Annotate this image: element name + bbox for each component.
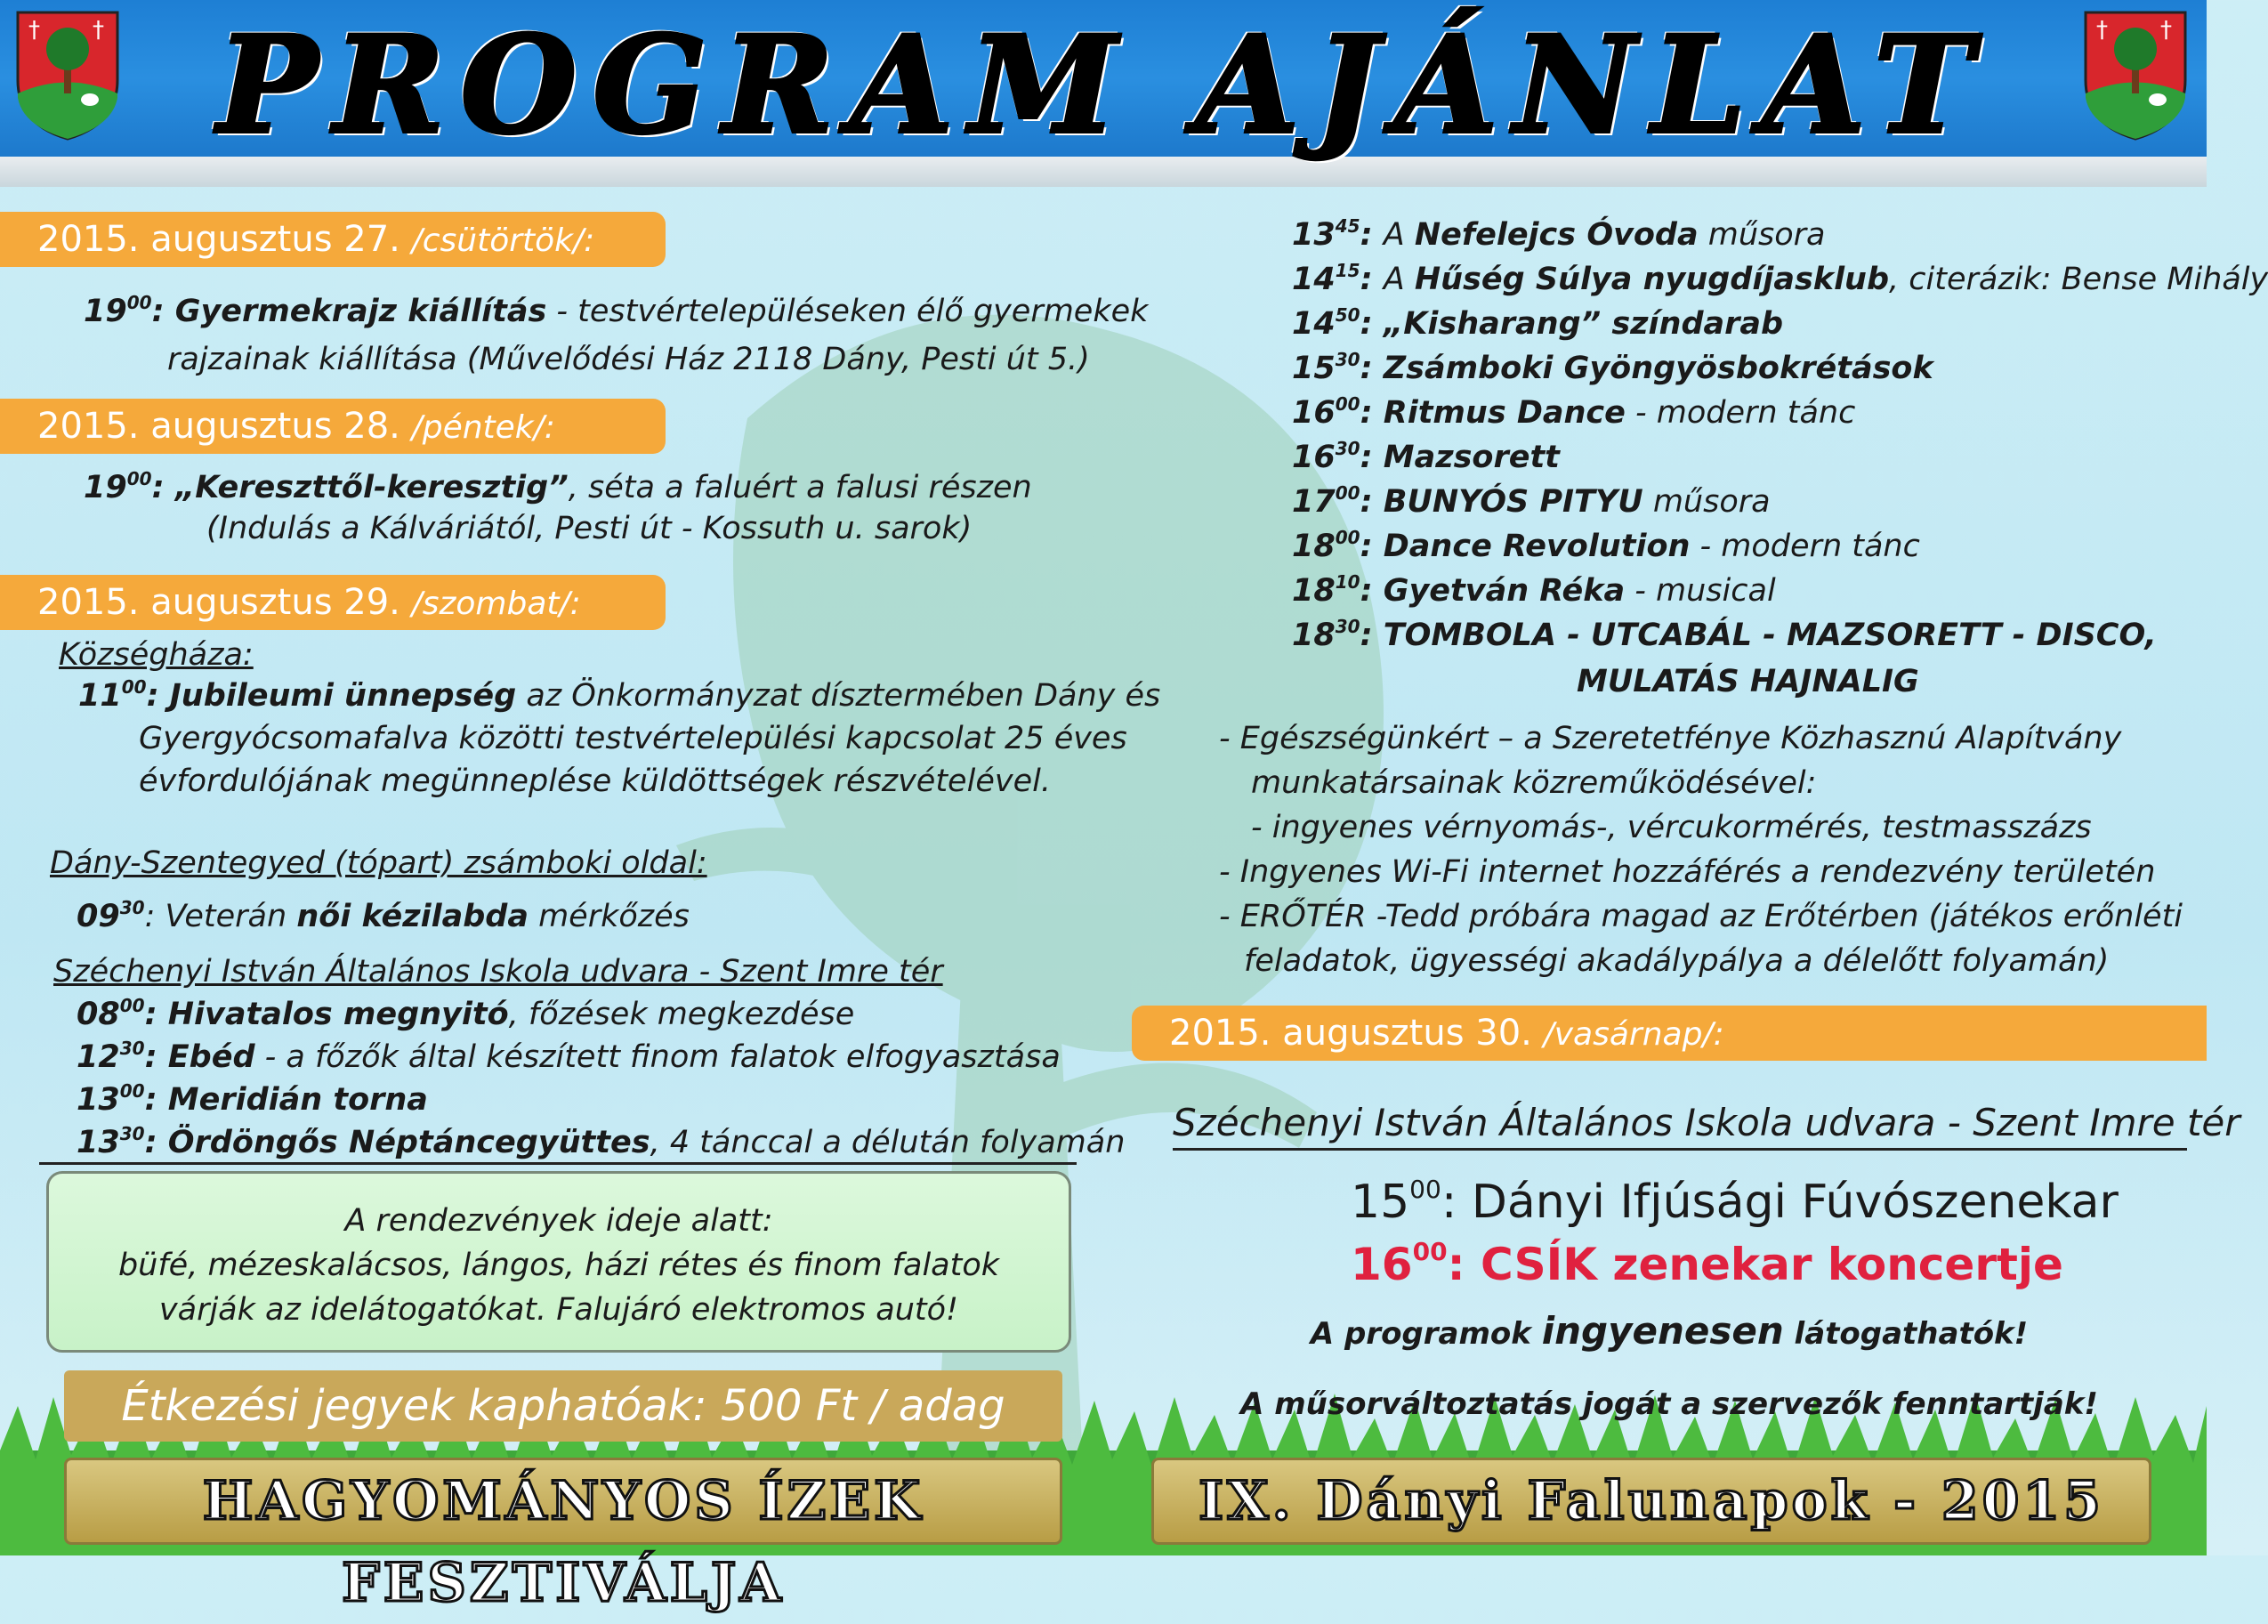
time-hour: 12 [77,1039,120,1075]
svg-text:†: † [93,17,104,44]
program-title: Hűség Súlya nyugdíjasklub [1414,262,1890,297]
time-hour: 16 [1292,440,1336,475]
program-line: $16^{30}$: Mazsorett [1292,438,1560,475]
divider [1173,1148,2187,1151]
day-label: /vasárnap/: [1543,1016,1724,1053]
date-label: 2015. augusztus 27. [37,219,400,260]
program-title: Meridián torna [167,1082,428,1118]
time-hour: 16 [1292,395,1336,431]
program-desc: - a főzők által készített finom falatok elfogyasztása [254,1039,1061,1075]
concert-title: : CSÍK zenekar koncertje [1447,1239,2063,1290]
date-label: 2015. augusztus 30. [1169,1013,1532,1054]
program-desc: , főzések megkezdése [508,997,855,1032]
program-prefix: A [1383,217,1415,253]
time-minute: 00 [1409,1175,1441,1204]
time-hour: 15 [1292,351,1336,386]
time-hour: 09 [77,899,120,934]
time-minute: 30 [1335,438,1360,459]
program-desc: műsora [1642,484,1771,520]
date-bar-aug30 [1132,1006,2207,1061]
program-line-cont: Gyergyócsomafalva közötti testvértelepülési kapcsolat 25 éves [139,721,1127,756]
program-line: $19^{00}$: „Kereszttől-keresztig”, séta a faluért a falusi részen [84,468,1032,505]
extra-item: - Egészségünkért – a Szeretetfénye Közhasznú Alapítvány [1219,721,2122,756]
program-desc: - modern tánc [1625,395,1856,431]
time-minute: 45 [1335,215,1360,237]
program-desc: - testvértelepüléseken élő gyermekek [546,294,1149,329]
time-hour: 17 [1292,484,1336,520]
program-title: Jubileumi ünnepség [169,678,517,714]
note-emphasis: ingyenesen [1541,1309,1784,1353]
date-bar-aug29 [0,575,666,630]
program-title: Nefelejcs Óvoda [1414,217,1699,253]
location-heading: Széchenyi István Általános Iskola udvara - Szent Imre tér [1173,1101,2240,1144]
date-label: 2015. augusztus 28. [37,406,400,447]
program-desc: - modern tánc [1690,529,1920,564]
extra-item: - ingyenes vérnyomás-, vércukormérés, testmasszázs [1251,810,2092,845]
day-label: /péntek/: [411,409,555,446]
festival-banner-left: HAGYOMÁNYOS ÍZEK FESZTIVÁLJA [64,1458,1062,1545]
program-line: $11^{00}$: Jubileumi ünnepség az Önkormányzat dísztermében Dány és [78,676,1161,714]
location-heading: Széchenyi István Általános Iskola udvara - Szent Imre tér [53,954,943,990]
program-title: Ebéd [167,1039,255,1075]
time-hour: 14 [1292,306,1336,342]
program-title: „Kereszttől-keresztig” [174,470,569,505]
location-heading: Dány-Szentegyed (tópart) zsámboki oldal: [50,845,707,881]
time-minute: 00 [1335,482,1360,504]
program-desc: mérkőzés [528,899,690,934]
program-line-cont: (Indulás a Kálváriától, Pesti út - Kossuth u. sarok) [206,511,973,546]
date-label: 2015. augusztus 29. [37,582,400,623]
time-minute: 00 [119,995,145,1016]
svg-text:†: † [28,17,40,44]
program-desc: , citerázik: Bense Mihály [1889,262,2268,297]
program-line-cont: MULATÁS HAJNALIG [1577,664,1919,699]
program-line: $18^{30}$: TOMBOLA - UTCABÁL - MAZSORETT - DISCO, [1292,616,2157,653]
program-line: $19^{00}$: Gyermekrajz kiállítás - testvértelepüléseken élő gyermekek [84,292,1149,329]
concert-line-highlight [1351,1233,2063,1296]
time-hour: 15 [1351,1176,1410,1229]
extras-list [1219,717,2183,982]
date-bar-aug27 [0,212,666,267]
extra-item: - ERŐTÉR -Tedd próbára magad az Erőtérben (játékos erőnléti [1219,899,2183,934]
time-minute: 00 [126,468,152,489]
time-minute: 00 [121,676,147,698]
food-line: A rendezvények ideje alatt: [344,1203,773,1239]
time-minute: 30 [119,897,145,918]
time-minute: 30 [119,1038,145,1059]
program-line: $15^{30}$: Zsámboki Gyöngyösbokrétások [1292,349,1933,386]
time-minute: 00 [1335,393,1360,415]
time-minute: 00 [119,1080,145,1102]
program-title: Gyetván Réka [1383,573,1626,609]
program-line-cont: évfordulójának megünneplése küldöttségek részvételével. [139,764,1051,799]
time-minute: 30 [1335,349,1360,370]
disclaimer-note: A műsorváltoztatás jogát a szervezők fenntartják! [1240,1386,2098,1422]
time-hour: 18 [1292,529,1336,564]
location-heading: Községháza: [59,637,254,673]
divider [39,1162,1077,1165]
program-title: Mazsorett [1383,440,1560,475]
program-title: BUNYÓS PITYU [1383,484,1643,520]
day-label: /szombat/: [411,586,581,622]
time-hour: 18 [1292,618,1336,653]
time-hour: 08 [77,997,120,1032]
program-line-cont: rajzainak kiállítása (Művelődési Ház 2118 Dány, Pesti út 5.) [167,342,1090,377]
program-title: Gyermekrajz kiállítás [174,294,547,329]
festival-banner-right: IX. Dányi Falunapok - 2015 [1151,1458,2151,1545]
program-prefix: A [1383,262,1415,297]
program-desc: az Önkormányzat dísztermében Dány és [516,678,1161,714]
meal-ticket-banner: Étkezési jegyek kaphatóak: 500 Ft / adag [64,1370,1062,1442]
coat-of-arms-right-icon [2082,9,2189,142]
extra-item: munkatársainak közreműködésével: [1251,765,1817,801]
time-hour: 16 [1351,1239,1413,1290]
program-title: TOMBOLA - UTCABÁL - MAZSORETT - DISCO, [1383,618,2157,653]
program-title: Zsámboki Gyöngyösbokrétások [1383,351,1933,386]
program-prefix: : Veterán [144,899,297,934]
time-hour: 19 [84,470,127,505]
program-line: $14^{15}$: A Hűség Súlya nyugdíjasklub, citerázik: Bense Mihály [1292,260,2268,297]
day-label: /csütörtök/: [411,222,595,259]
program-list-left [77,993,1125,1164]
svg-text:†: † [2160,17,2172,44]
program-line: $16^{00}$: Ritmus Dance - modern tánc [1292,393,1856,431]
time-minute: 30 [119,1123,145,1144]
program-line: $18^{10}$: Gyetván Réka - musical [1292,571,1776,609]
extra-item: - Ingyenes Wi-Fi internet hozzáférés a rendezvény területén [1219,854,2156,890]
food-line: várják az idelátogatókat. Falujáró elektromos autó! [158,1292,959,1328]
program-title: női kézilabda [296,899,529,934]
time-minute: 50 [1335,304,1360,326]
time-minute: 00 [1335,527,1360,548]
program-line: $13^{30}$: Ördöngős Néptáncegyüttes, 4 tánccal a délután folyamán [77,1123,1126,1160]
time-hour: 14 [1292,262,1336,297]
program-title: Ördöngős Néptáncegyüttes [167,1125,650,1160]
time-hour: 13 [1292,217,1336,253]
time-minute: 15 [1335,260,1360,281]
time-hour: 13 [77,1125,120,1160]
page-title: PROGRAM AJÁNLAT [217,7,1990,164]
coat-of-arms-left-icon [14,9,121,142]
program-desc: , 4 tánccal a délután folyamán [650,1125,1126,1160]
program-line: $13^{00}$: Meridián torna [77,1080,428,1118]
program-line: $17^{00}$: BUNYÓS PITYU műsora [1292,482,1771,520]
program-line: $14^{50}$: „Kisharang” színdarab [1292,304,1784,342]
program-desc: - musical [1625,573,1776,609]
concert-line [1351,1171,2119,1233]
concert-title: : Dányi Ifjúsági Fúvószenekar [1441,1176,2119,1229]
program-title: „Kisharang” színdarab [1383,306,1784,342]
food-info-box [46,1171,1071,1353]
program-line: $08^{00}$: Hivatalos megnyitó, főzések megkezdése [77,995,855,1032]
svg-text:†: † [2096,17,2108,44]
date-bar-aug28 [0,399,666,454]
program-title: Dance Revolution [1383,529,1691,564]
program-title: Hivatalos megnyitó [167,997,509,1032]
note-text: látogathatók! [1783,1316,2029,1352]
program-title: Ritmus Dance [1383,395,1626,431]
time-minute: 00 [1412,1237,1448,1266]
time-hour: 11 [78,678,122,714]
food-line: büfé, mézeskalácsos, lángos, házi rétes és finom falatok [117,1248,1000,1283]
program-desc: műsora [1698,217,1826,253]
program-line: $18^{00}$: Dance Revolution - modern tánc [1292,527,1920,564]
program-line: $12^{30}$: Ebéd - a főzők által készített finom falatok elfogyasztása [77,1038,1061,1075]
time-minute: 00 [126,292,152,313]
note-text: A programok [1310,1316,1542,1352]
time-hour: 18 [1292,573,1336,609]
extra-item: feladatok, ügyességi akadálypálya a délelőtt folyamán) [1244,943,2110,979]
program-list-right [1292,214,2268,657]
time-minute: 10 [1335,571,1360,593]
time-hour: 19 [84,294,127,329]
free-entry-note [1132,1308,2207,1357]
program-line: $13^{45}$: A Nefelejcs Óvoda műsora [1292,215,1826,253]
program-line [77,895,690,938]
time-hour: 13 [77,1082,120,1118]
time-minute: 30 [1335,616,1360,637]
program-desc: , séta a faluért a falusi részen [568,470,1032,505]
